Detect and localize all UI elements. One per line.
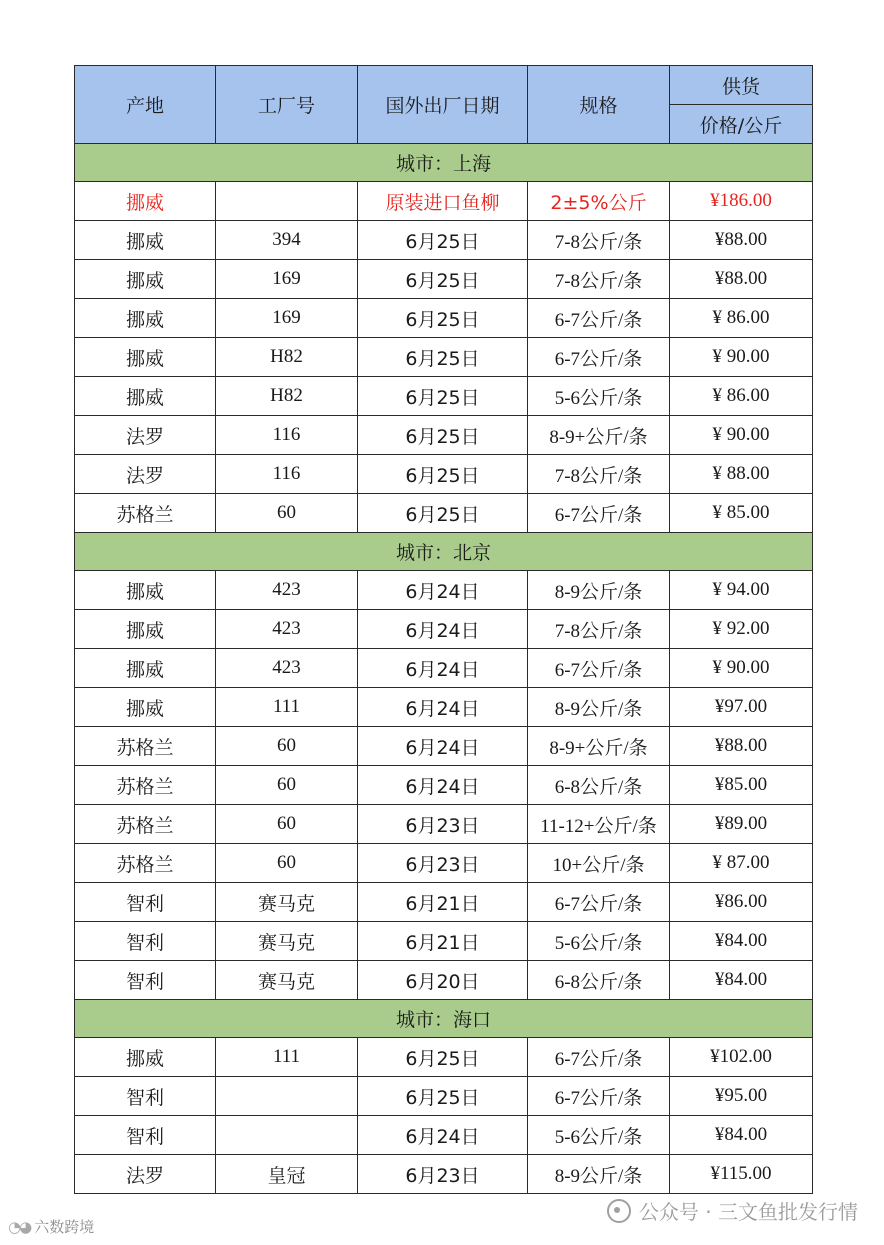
cell-spec: 7-8公斤/条: [528, 260, 670, 299]
cell-factory: 111: [216, 688, 358, 727]
cell-spec: 7-8公斤/条: [528, 221, 670, 260]
cell-spec: 6-7公斤/条: [528, 1077, 670, 1116]
cell-spec: 6-7公斤/条: [528, 299, 670, 338]
cell-date: 6月21日: [358, 883, 528, 922]
cell-origin: 智利: [75, 1077, 216, 1116]
cell-date: 6月24日: [358, 688, 528, 727]
cell-spec: 8-9+公斤/条: [528, 416, 670, 455]
city-label: 城市：海口: [75, 1000, 813, 1038]
cell-price: ¥ 86.00: [670, 299, 813, 338]
cell-spec: 8-9+公斤/条: [528, 727, 670, 766]
table-row: [75, 260, 813, 299]
cell-date: 6月25日: [358, 1077, 528, 1116]
cell-spec: 8-9公斤/条: [528, 1155, 670, 1194]
cell-price: ¥ 92.00: [670, 610, 813, 649]
cell-price: ¥102.00: [670, 1038, 813, 1077]
watermark: [607, 1196, 858, 1225]
cell-price: ¥88.00: [670, 727, 813, 766]
cell-price: ¥95.00: [670, 1077, 813, 1116]
table-row: [75, 1116, 813, 1155]
city-label: 城市：上海: [75, 144, 813, 182]
cell-factory: H82: [216, 338, 358, 377]
cell-factory: 赛马克: [216, 922, 358, 961]
table-row: [75, 766, 813, 805]
cell-date: 6月21日: [358, 922, 528, 961]
table-row: [75, 494, 813, 533]
cell-factory: 423: [216, 649, 358, 688]
table-row: [75, 1038, 813, 1077]
logo-text: 六数跨境: [34, 1218, 95, 1236]
cell-origin: 苏格兰: [75, 494, 216, 533]
cell-spec: 6-7公斤/条: [528, 649, 670, 688]
header-origin: 产地: [75, 66, 216, 144]
cell-spec: 7-8公斤/条: [528, 610, 670, 649]
cell-date: 6月25日: [358, 260, 528, 299]
cell-factory: H82: [216, 377, 358, 416]
table-row: [75, 610, 813, 649]
cell-factory: 111: [216, 1038, 358, 1077]
table-row: [75, 182, 813, 221]
cell-factory: 116: [216, 455, 358, 494]
cell-price: ¥84.00: [670, 922, 813, 961]
cell-factory: 423: [216, 571, 358, 610]
cell-factory: 60: [216, 766, 358, 805]
cell-origin: 挪威: [75, 610, 216, 649]
table-row: [75, 1155, 813, 1194]
cell-price: ¥ 85.00: [670, 494, 813, 533]
cell-origin: 挪威: [75, 377, 216, 416]
cell-date: 6月24日: [358, 727, 528, 766]
cell-spec: 6-7公斤/条: [528, 1038, 670, 1077]
cell-origin: 法罗: [75, 455, 216, 494]
header-spec: 规格: [528, 66, 670, 144]
cell-date: 6月25日: [358, 455, 528, 494]
city-section-row: [75, 144, 813, 182]
table-row: [75, 805, 813, 844]
cell-origin: 智利: [75, 883, 216, 922]
cell-date: 6月23日: [358, 805, 528, 844]
cell-date: 6月25日: [358, 494, 528, 533]
cell-date: 6月25日: [358, 1038, 528, 1077]
cell-spec: 8-9公斤/条: [528, 571, 670, 610]
table-row: [75, 377, 813, 416]
cell-price: ¥89.00: [670, 805, 813, 844]
cell-date: 6月24日: [358, 571, 528, 610]
table-row: [75, 649, 813, 688]
cell-origin: 法罗: [75, 1155, 216, 1194]
cell-origin: 挪威: [75, 299, 216, 338]
cell-factory: 394: [216, 221, 358, 260]
cell-origin: 挪威: [75, 221, 216, 260]
cell-spec: 6-7公斤/条: [528, 883, 670, 922]
cell-factory: [216, 182, 358, 221]
cell-price: ¥115.00: [670, 1155, 813, 1194]
table-row: [75, 455, 813, 494]
cell-price: ¥ 90.00: [670, 338, 813, 377]
cell-date: 原装进口鱼柳: [358, 182, 528, 221]
cell-spec: 5-6公斤/条: [528, 1116, 670, 1155]
cell-date: 6月24日: [358, 766, 528, 805]
cell-factory: 60: [216, 844, 358, 883]
header-date: 国外出厂日期: [358, 66, 528, 144]
cell-price: ¥88.00: [670, 260, 813, 299]
cell-factory: 60: [216, 805, 358, 844]
cell-factory: 423: [216, 610, 358, 649]
cell-date: 6月24日: [358, 649, 528, 688]
header-price: 价格/公斤: [670, 105, 813, 144]
table-body: [75, 144, 813, 1194]
header-factory: 工厂号: [216, 66, 358, 144]
cell-date: 6月23日: [358, 1155, 528, 1194]
cell-price: ¥ 94.00: [670, 571, 813, 610]
cell-spec: 6-8公斤/条: [528, 766, 670, 805]
cell-origin: 挪威: [75, 649, 216, 688]
cell-factory: 169: [216, 260, 358, 299]
cell-price: ¥ 87.00: [670, 844, 813, 883]
cell-origin: 挪威: [75, 571, 216, 610]
cell-origin: 智利: [75, 1116, 216, 1155]
cell-factory: [216, 1116, 358, 1155]
table-row: [75, 416, 813, 455]
cell-spec: 2±5%公斤: [528, 182, 670, 221]
cell-date: 6月25日: [358, 416, 528, 455]
table-row: [75, 338, 813, 377]
cell-price: ¥97.00: [670, 688, 813, 727]
table-row: [75, 299, 813, 338]
cell-spec: 7-8公斤/条: [528, 455, 670, 494]
table-row: [75, 1077, 813, 1116]
table-row: [75, 961, 813, 1000]
header-supply: 供货: [670, 66, 813, 105]
cell-spec: 8-9公斤/条: [528, 688, 670, 727]
city-section-row: [75, 1000, 813, 1038]
table-row: [75, 883, 813, 922]
cell-price: ¥ 90.00: [670, 649, 813, 688]
cell-date: 6月25日: [358, 299, 528, 338]
cell-date: 6月20日: [358, 961, 528, 1000]
cell-factory: 赛马克: [216, 883, 358, 922]
table-row: [75, 221, 813, 260]
logo: [8, 1216, 94, 1237]
cell-price: ¥84.00: [670, 1116, 813, 1155]
cell-origin: 挪威: [75, 338, 216, 377]
cell-price: ¥84.00: [670, 961, 813, 1000]
cell-origin: 挪威: [75, 688, 216, 727]
cell-price: ¥ 88.00: [670, 455, 813, 494]
cell-origin: 苏格兰: [75, 727, 216, 766]
cell-spec: 5-6公斤/条: [528, 377, 670, 416]
cell-price: ¥ 90.00: [670, 416, 813, 455]
cell-date: 6月25日: [358, 221, 528, 260]
cell-factory: 皇冠: [216, 1155, 358, 1194]
cell-factory: [216, 1077, 358, 1116]
table-row: [75, 571, 813, 610]
wechat-icon: [607, 1199, 631, 1223]
table-row: [75, 844, 813, 883]
cell-spec: 6-7公斤/条: [528, 494, 670, 533]
logo-mark-icon: ◔◕: [8, 1217, 31, 1236]
cell-factory: 赛马克: [216, 961, 358, 1000]
cell-factory: 116: [216, 416, 358, 455]
cell-origin: 智利: [75, 961, 216, 1000]
cell-spec: 6-7公斤/条: [528, 338, 670, 377]
watermark-text: 公众号 · 三文鱼批发行情: [638, 1200, 858, 1224]
cell-origin: 苏格兰: [75, 766, 216, 805]
table-row: [75, 688, 813, 727]
cell-price: ¥ 86.00: [670, 377, 813, 416]
cell-factory: 60: [216, 727, 358, 766]
cell-date: 6月25日: [358, 338, 528, 377]
cell-origin: 智利: [75, 922, 216, 961]
cell-origin: 挪威: [75, 260, 216, 299]
cell-spec: 11-12+公斤/条: [528, 805, 670, 844]
cell-spec: 10+公斤/条: [528, 844, 670, 883]
price-table: [74, 65, 813, 1194]
cell-spec: 6-8公斤/条: [528, 961, 670, 1000]
cell-origin: 挪威: [75, 182, 216, 221]
cell-factory: 60: [216, 494, 358, 533]
city-label: 城市：北京: [75, 533, 813, 571]
cell-origin: 挪威: [75, 1038, 216, 1077]
table-row: [75, 727, 813, 766]
cell-price: ¥86.00: [670, 883, 813, 922]
cell-factory: 169: [216, 299, 358, 338]
cell-date: 6月24日: [358, 1116, 528, 1155]
cell-origin: 苏格兰: [75, 805, 216, 844]
cell-origin: 法罗: [75, 416, 216, 455]
cell-origin: 苏格兰: [75, 844, 216, 883]
cell-price: ¥186.00: [670, 182, 813, 221]
cell-date: 6月24日: [358, 610, 528, 649]
cell-price: ¥85.00: [670, 766, 813, 805]
cell-spec: 5-6公斤/条: [528, 922, 670, 961]
cell-price: ¥88.00: [670, 221, 813, 260]
cell-date: 6月25日: [358, 377, 528, 416]
city-section-row: [75, 533, 813, 571]
table-row: [75, 922, 813, 961]
cell-date: 6月23日: [358, 844, 528, 883]
